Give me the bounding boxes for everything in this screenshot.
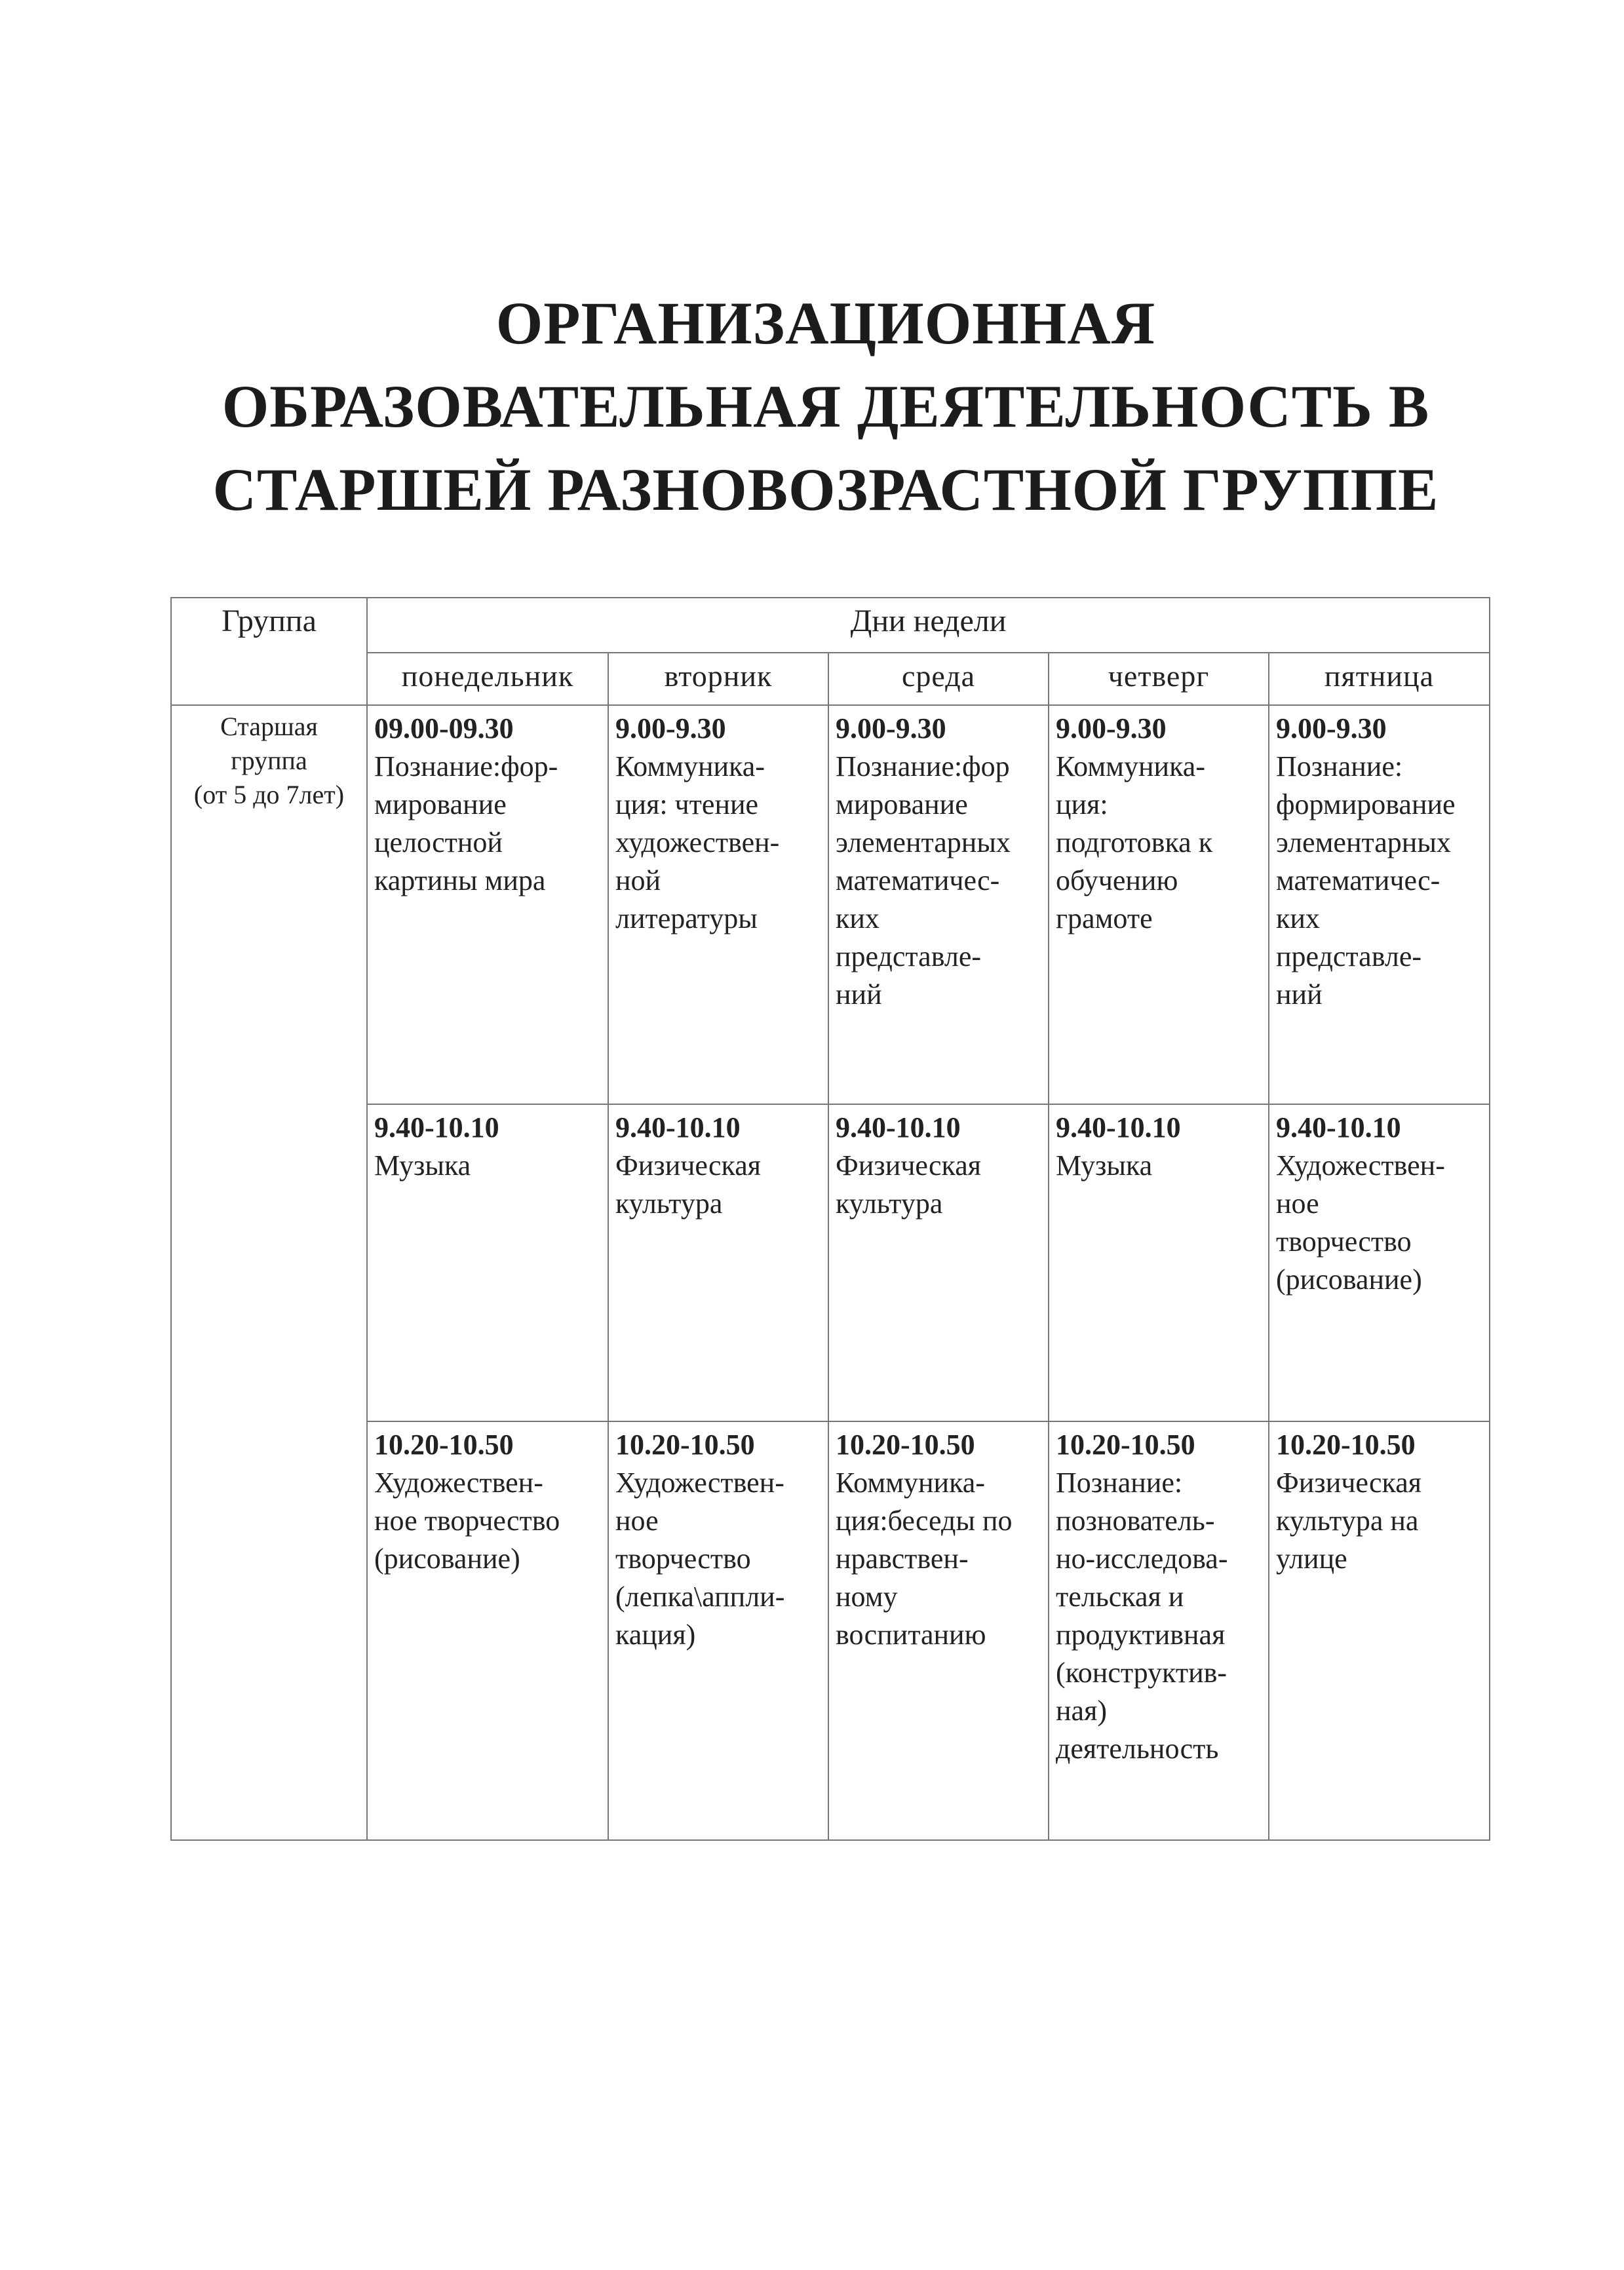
slot-time: 9.40-10.10 [836,1111,961,1144]
schedule-cell [608,1421,828,1840]
day-monday: понедельник [367,653,608,705]
slot-time: 9.00-9.30 [1056,712,1167,744]
title-line-1: ОРГАНИЗАЦИОННАЯ [495,290,1156,356]
group-column-header: Группа [171,598,367,705]
schedule-cell [1049,1104,1269,1421]
page-title [0,282,1624,531]
schedule-cell [828,705,1049,1104]
slot-time: 10.20-10.50 [615,1429,755,1461]
slot-time: 9.00-9.30 [615,712,726,744]
slot-subject: Познание: формирование элементарных математичес- ких представле- ний [1276,750,1456,1010]
table-row [171,1104,1490,1421]
schedule-table [170,597,1490,1841]
day-thursday: четверг [1049,653,1269,705]
title-line-3: СТАРШЕЙ РАЗНОВОЗРАСТНОЙ ГРУППЕ [212,456,1439,523]
slot-subject: Познание:фор- мирование целостной картины мира [374,750,558,896]
group-label [171,705,367,1840]
schedule-cell [1269,1421,1490,1840]
slot-time: 9.40-10.10 [1276,1111,1401,1144]
group-label-text: Старшая группа (от 5 до 7лет) [193,712,345,809]
slot-time: 9.00-9.30 [1276,712,1387,744]
day-wednesday: среда [828,653,1049,705]
day-friday: пятница [1269,653,1490,705]
slot-subject: Познание:фор мирование элементарных математичес- ких представле- ний [836,750,1011,1010]
slot-subject: Коммуника- ция: подготовка к обучению грамоте [1056,750,1213,934]
slot-subject: Музыка [374,1149,471,1182]
slot-time: 09.00-09.30 [374,712,514,744]
slot-subject: Музыка [1056,1149,1153,1182]
slot-time: 10.20-10.50 [374,1429,514,1461]
slot-subject: Физическая культура [615,1149,761,1220]
slot-subject: Художествен- ное творчество (лепка\аппли- кация) [615,1467,785,1651]
schedule-cell [608,1104,828,1421]
slot-time: 9.00-9.30 [836,712,946,744]
schedule-cell [1049,705,1269,1104]
header-row [171,598,1490,653]
schedule-cell [828,1104,1049,1421]
slot-subject: Коммуника- ция:беседы по нравствен- ному воспитанию [836,1467,1013,1651]
schedule-cell [367,705,608,1104]
slot-time: 9.40-10.10 [615,1111,741,1144]
schedule-cell [1269,1104,1490,1421]
slot-subject: Коммуника- ция: чтение художествен- ной литературы [615,750,780,934]
table-row [171,705,1490,1104]
title-line-2: ОБРАЗОВАТЕЛЬНАЯ ДЕЯТЕЛЬНОСТЬ В [222,373,1430,440]
slot-subject: Физическая культура на улице [1276,1467,1421,1575]
slot-time: 10.20-10.50 [836,1429,975,1461]
schedule-cell [367,1104,608,1421]
schedule-cell [1049,1421,1269,1840]
schedule-cell [608,705,828,1104]
slot-subject: Художествен- ное творчество (рисование) [1276,1149,1445,1296]
slot-time: 9.40-10.10 [1056,1111,1181,1144]
slot-subject: Художествен- ное творчество (рисование) [374,1467,560,1575]
schedule-cell [828,1421,1049,1840]
days-of-week-header: Дни недели [367,598,1490,653]
day-tuesday: вторник [608,653,828,705]
schedule-cell [1269,705,1490,1104]
slot-time: 10.20-10.50 [1056,1429,1195,1461]
day-names-row [171,653,1490,705]
slot-time: 9.40-10.10 [374,1111,499,1144]
slot-subject: Физическая культура [836,1149,981,1220]
slot-subject: Познание: познователь- но-исследова- тельская и продуктивная (конструктив- ная) деятельность [1056,1467,1228,1765]
table-row [171,1421,1490,1840]
schedule-cell [367,1421,608,1840]
slot-time: 10.20-10.50 [1276,1429,1416,1461]
